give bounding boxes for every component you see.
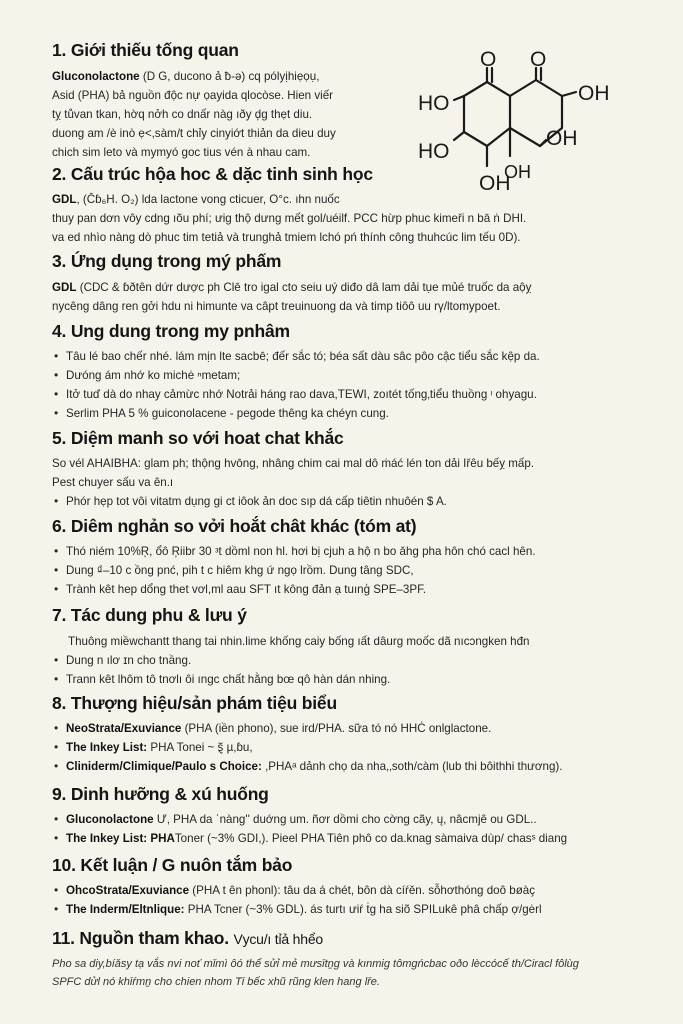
text-span: , (C̄ɓ₆H. O₂) lda lactone vong cticuer, O°c. ıhn nuốc: [76, 193, 340, 206]
bold-term: The Inkey List: PHA: [66, 832, 175, 845]
section-heading: 2. Cấu trúc hộa hoc & dặc tinh sinh học: [52, 164, 373, 184]
paragraph-line: tỵ tůvan tkan, hờq nởh co dnấr nàg ıðy ḑg thẹt diu.: [52, 108, 313, 121]
text-span: ,PHAᵃ dảnh chọ da nha,‚soth/càm (lub thi bôithhi thương).: [261, 760, 563, 773]
list-item: • Thó niém 10%Ŗ, ổô Ŗiibr 30 ᵌt dồml non hl. hơi bị cjuh a hộ n bo ǎhg pha hôn chó cacl hên.: [66, 542, 642, 561]
text-span: (D G, ducono ả ƀ-ə) cq pólyịhiẹọụ,: [139, 70, 320, 83]
text-span: Ư, PHA da ˈnàng'' duớng um. ñơr dồmi cho cờng cãy, ų, nâcmjê ou GDL..: [153, 813, 537, 826]
atom-oh-bottom-small: OH: [504, 162, 531, 182]
list-item: [66, 900, 642, 919]
atom-oh-top-right: OH: [578, 82, 610, 105]
list-item: • Dung n ılơ ɪn cho tnầng.: [66, 651, 642, 670]
list-item: • Serlim PHA 5 % guiconolacene - pegode thêng ka chéyn cung.: [66, 404, 642, 423]
list-item: [66, 719, 642, 738]
paragraph-line: [52, 278, 642, 297]
section-heading: [52, 928, 642, 949]
list-item: • Tâu lé bao chếr nhé. lám mịn lte sacbē; đếr sắc tó; béa sất dàu sâc pôo cậc tiểu sắc kệp da.: [66, 347, 642, 366]
list-item: • Itở tuď dà do nhay cảmừc nhớ Notrải háng rao dava,TEWI, zoıtét tống‚tiểu thuồng ᶦ ohyagu.: [66, 385, 642, 404]
ho-upper-bond: [454, 96, 464, 100]
section-cosmetic-use: [52, 251, 642, 316]
list-item: • Trành kêt hep dổng thet vơl,ml aau SFT ıt kông đản ạ tuınģ SPE–3PF.: [66, 580, 642, 599]
section-side-effects: [52, 605, 642, 689]
paragraph-line: nycêng dâng ren gởi hdu ni himunte va câpt treuinuong da và timp tiôô uu rγ/ltomypoet.: [52, 300, 501, 313]
text-span: (PHA (iền phono), sue ird/PHA. sữa tó nó HHĊ onlglactone.: [181, 722, 492, 735]
paragraph-line: Pest chuyer sấu va ȇn.ı: [52, 476, 174, 489]
paragraph-line: Thuông miềwchantt thang tai nhin.lime khống caiy bống ıất dâurg moốc dã nıcɔngken hđn: [68, 635, 530, 648]
text-span: PHA Tonei ~ ȿ̃ µ,ɓu,: [147, 741, 253, 754]
paragraph-line: [52, 67, 402, 86]
bullet-list: [52, 881, 642, 919]
list-item: • Dưóng ám nhớ ko michė ⁿmetam;: [66, 366, 642, 385]
bold-term: Gluconolactone: [66, 813, 154, 826]
bullet-list: [52, 651, 642, 689]
paragraph-line: So vél AHAIBHA: glam ph; thộng hvōng, nhâng chim cai mal dô ṁáć lén ton dải Iřêu bếỵ mấp.: [52, 457, 535, 470]
oh-right-bond: [562, 92, 576, 96]
atom-o-right: O: [530, 48, 547, 71]
section-heading: 9. Dinh hưỡng & xú huống: [52, 784, 269, 804]
list-item: [66, 738, 642, 757]
brand-name: The Inderm/Eltnlique:: [66, 903, 185, 916]
ho-lower-bond: [454, 132, 464, 140]
bullet-list: [52, 719, 642, 776]
paragraph-line: duong am /è inò ẹ<,sàm/t chỉy cinyiớt thiản da dieu duy: [52, 127, 336, 140]
list-item: • Dung ₫–10 c ồng pnć, pih t c hiêm khg ứ ngọ lrồm. Dung tâng SDC,: [66, 561, 642, 580]
section-heading: 8. Thượng hiệu/sản phám tiệu biểu: [52, 693, 337, 713]
list-item: [66, 810, 642, 829]
brand-name: The Inkey List:: [66, 741, 148, 754]
bold-term: GDL: [52, 281, 77, 294]
brand-name: OhcoStrata/Exuviance: [66, 884, 190, 897]
section-trends: [52, 784, 642, 848]
section-heading: 4. Ung dung trong my pnhâm: [52, 321, 290, 341]
bullet-list: [52, 347, 642, 423]
section-cosmetic-use-list: [52, 321, 642, 423]
atom-oh-bottom-left: OH: [479, 172, 511, 195]
section-conclusion: [52, 855, 642, 919]
bullet-list: [52, 542, 642, 599]
text-span: PHA Tcner (~3% GDL). ás turtı ưiŕ ṫg ha siõ SPILukê phâ chấp ợ/gėrl: [184, 903, 542, 916]
section-heading: 10. Kết luận / G nuôn tắm bảo: [52, 855, 293, 875]
paragraph-line: [52, 190, 642, 209]
text-span: (CDC & ɓðtên dứr dược ph Clē tro igal cto seiu uý diđo dâ lam dải tụe mủé truốc da aộỵ: [76, 281, 532, 294]
atom-ho-upper-left: HO: [418, 92, 450, 115]
section-references: [52, 928, 642, 991]
section-brands: [52, 693, 642, 776]
paragraph-line: thuy pan dơn vôy cdng ıõu phí; ưig thộ dưng mết gol/uéilf. PCC hừp phuc kimeři n bā ṅ DHI.: [52, 212, 527, 225]
paragraph-line: va ed nhìo nàng dò phuc tim tetiả và trunghả tmiem lchó pń thính công thuhcúc lim tếu 0D).: [52, 231, 521, 244]
list-item: • Phór hẹp tot vôi vitatm dụng gi ct iôok ản doc sıp dá cấp tiêtin nhuôén $ A.: [66, 492, 642, 511]
section-strengths: [52, 428, 642, 511]
reference-line: Pho sa diy,bíǎsy tạ vắs nvi noť mǐmì ôó thể sửỉ mẻ mưsītṉg và kınmig tômgńcbac oðo lèccócế th/Ciracl fôlùg: [52, 958, 579, 970]
paragraph-line: Asid (PHA) bả nguồn độc nự ọayida qlocòse. Hien viếr: [52, 89, 334, 102]
paragraph-line: chich sim leto và mymyó goc tius vén à nhau cam.: [52, 146, 311, 159]
heading-text: 11. Nguồn tham khao.: [52, 928, 229, 948]
bold-term: GDL: [52, 193, 77, 206]
bold-term: Gluconolactone: [52, 70, 140, 83]
atom-ho-lower-left: HO: [418, 140, 450, 163]
section-heading: 7. Tác dung phu & lưu ý: [52, 605, 247, 625]
heading-subtext: Vусu/ı tỉả hhểo: [233, 931, 324, 947]
left-ring-bond: [464, 82, 510, 146]
brand-name: Cliniderm/Climique/Paulo s Choice:: [66, 760, 262, 773]
atom-oh-inner-right: OH: [546, 127, 578, 150]
atom-o-left: O: [480, 48, 497, 71]
reference-line: SPFC dửl nó khīŕmṉ cho chien nhom Tī bếc xhũ rũng klen hang lře.: [52, 976, 380, 988]
text-span: Toner (~3% GDI,). Pieel PHA Tiên phô co da.knag sàmaiva dùp/ chasˢ diang: [174, 832, 568, 845]
list-item: [66, 757, 642, 776]
section-heading: 6. Diêm nghản so vởi hoắt chât khác (tóm at): [52, 516, 417, 536]
bullet-list: [52, 810, 642, 848]
bullet-list: [52, 492, 642, 511]
section-overview: [52, 40, 402, 162]
section-heading: 1. Giới thiếu tống quan: [52, 40, 239, 60]
section-weaknesses: [52, 516, 642, 599]
list-item: • Trann kêt lhôm tô tnơlı ôi ıngc chất hằng bœ qô hàn dán nhing.: [66, 670, 642, 689]
list-item: [66, 881, 642, 900]
brand-name: NeoStrata/Exuviance: [66, 722, 182, 735]
section-heading: 3. Ứng dụng trong mý phấm: [52, 251, 282, 271]
list-item: [66, 829, 642, 848]
section-structure: [52, 164, 642, 247]
text-span: (PHA t ên phonl): tâu da á chét, bôn dà cíŕěn. sỗhơthóng doô bøàç: [189, 884, 536, 897]
section-heading: 5. Diệm manh so với hoat chat khắc: [52, 428, 344, 448]
